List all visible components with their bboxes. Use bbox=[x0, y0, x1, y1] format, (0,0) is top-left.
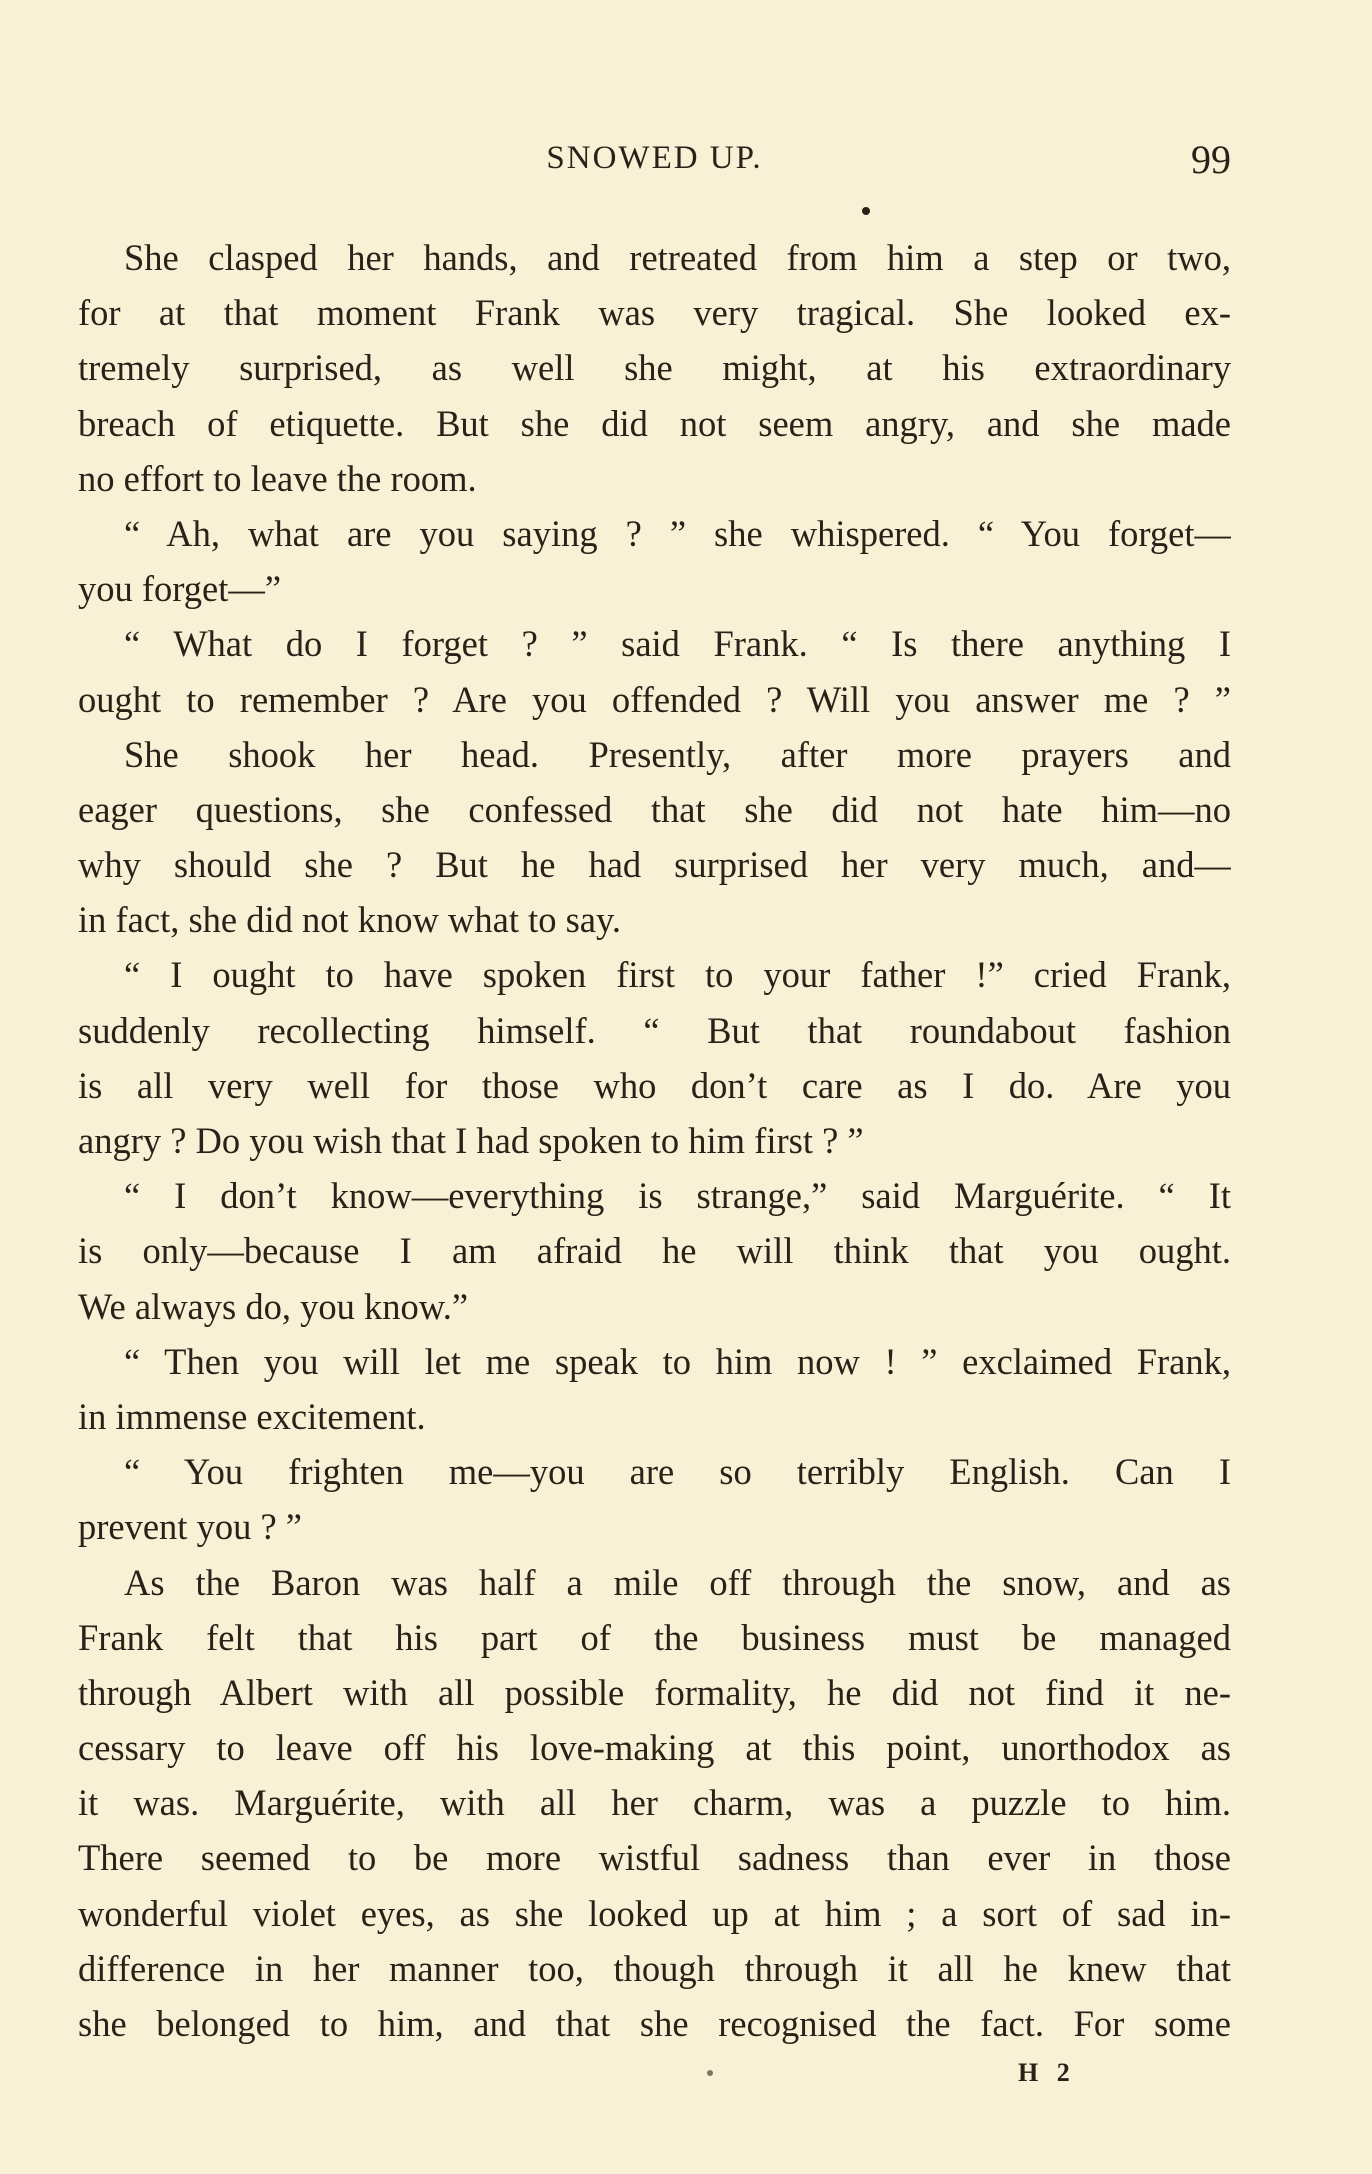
text-line: Frank felt that his part of the business must be managed bbox=[78, 1616, 1231, 1658]
text-line: wonderful violet eyes, as she looked up at him ; a sort of sad in- bbox=[78, 1892, 1231, 1934]
text-line: through Albert with all possible formality, he did not find it ne- bbox=[78, 1671, 1231, 1713]
text-line: prevent you ? ” bbox=[78, 1506, 302, 1548]
text-line: “ I don’t know—everything is strange,” said Marguérite. “ It bbox=[124, 1175, 1231, 1217]
text-line: “ I ought to have spoken first to your father !” cried Frank, bbox=[124, 954, 1231, 996]
text-line: why should she ? But he had surprised her very much, and— bbox=[78, 844, 1231, 886]
text-line: “ Ah, what are you saying ? ” she whispered. “ You forget— bbox=[124, 512, 1231, 554]
text-line: you forget—” bbox=[78, 568, 282, 610]
ink-speck bbox=[862, 207, 870, 215]
text-line: she belonged to him, and that she recognised the fact. For some bbox=[78, 2003, 1231, 2044]
text-line: it was. Marguérite, with all her charm, was a puzzle to him. bbox=[78, 1782, 1231, 1824]
text-line: suddenly recollecting himself. “ But that roundabout fashion bbox=[78, 1009, 1231, 1051]
text-line: ought to remember ? Are you offended ? Will you answer me ? ” bbox=[78, 678, 1231, 720]
text-line: breach of etiquette. But she did not seem angry, and she made bbox=[78, 402, 1231, 444]
text-line: eager questions, she confessed that she did not hate him—no bbox=[78, 788, 1231, 830]
text-line: “ What do I forget ? ” said Frank. “ Is there anything I bbox=[124, 623, 1231, 665]
text-line: As the Baron was half a mile off through the snow, and as bbox=[124, 1561, 1231, 1603]
body-text bbox=[78, 230, 1231, 2051]
text-line: We always do, you know.” bbox=[78, 1285, 469, 1327]
text-line: She clasped her hands, and retreated from him a step or two, bbox=[124, 237, 1231, 278]
text-line: “ Then you will let me speak to him now ! ” exclaimed Frank, bbox=[124, 1340, 1231, 1382]
text-line: cessary to leave off his love-making at this point, unorthodox as bbox=[78, 1727, 1231, 1769]
text-line: difference in her manner too, though through it all he knew that bbox=[78, 1947, 1231, 1989]
page-header bbox=[78, 137, 1231, 190]
page-number: 99 bbox=[1191, 137, 1231, 182]
signature-mark: H 2 bbox=[1018, 2058, 1076, 2087]
text-line: for at that moment Frank was very tragical. She looked ex- bbox=[78, 292, 1231, 334]
text-line: no effort to leave the room. bbox=[78, 457, 477, 499]
text-line: She shook her head. Presently, after more prayers and bbox=[124, 733, 1231, 775]
text-line: “ You frighten me—you are so terribly English. Can I bbox=[124, 1451, 1231, 1493]
text-line: in immense excitement. bbox=[78, 1395, 426, 1437]
text-line: angry ? Do you wish that I had spoken to him first ? ” bbox=[78, 1120, 864, 1161]
text-line: in fact, she did not know what to say. bbox=[78, 899, 622, 941]
text-line: is only—because I am afraid he will think that you ought. bbox=[78, 1230, 1231, 1272]
text-line: tremely surprised, as well she might, at his extraordinary bbox=[78, 347, 1231, 389]
text-line: is all very well for those who don’t care as I do. Are you bbox=[78, 1064, 1231, 1106]
ink-speck bbox=[707, 2070, 713, 2076]
text-line: There seemed to be more wistful sadness than ever in those bbox=[78, 1837, 1231, 1879]
running-head: SNOWED UP. bbox=[546, 140, 763, 176]
